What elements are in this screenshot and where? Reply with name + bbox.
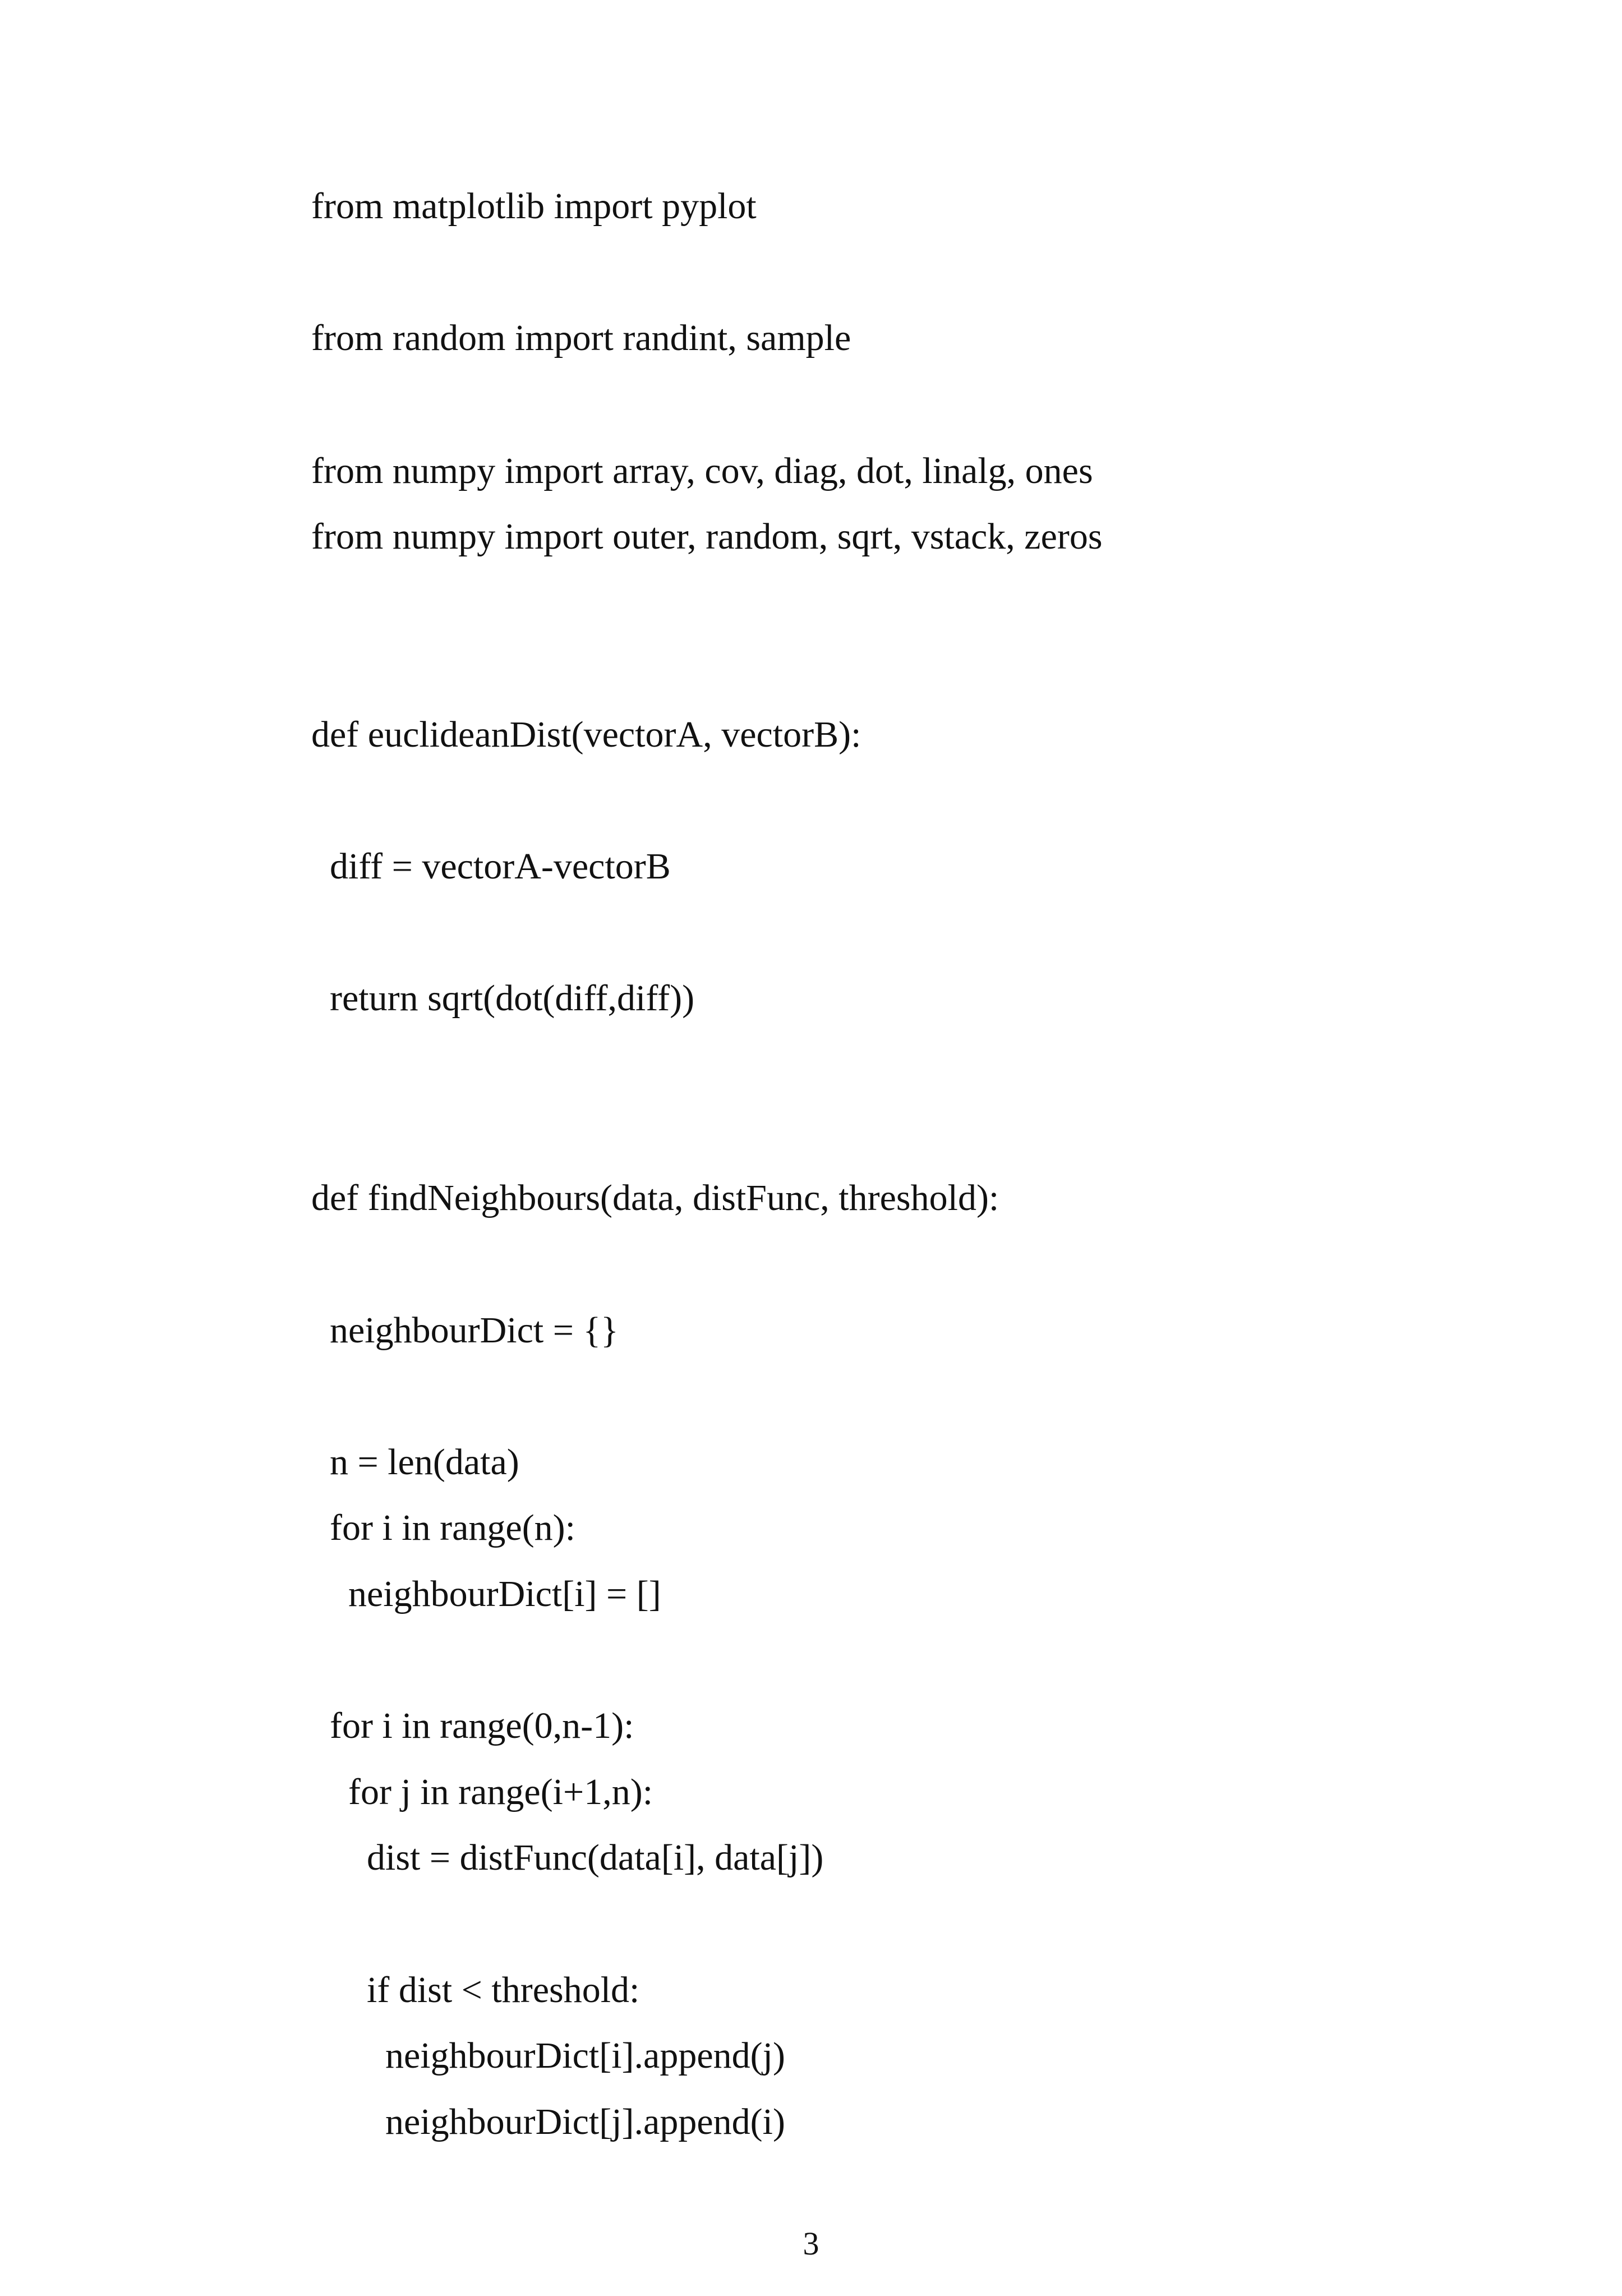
page-number: 3: [803, 2225, 819, 2262]
code-line: def euclideanDist(vectorA, vectorB):: [311, 714, 861, 755]
code-line: if dist < threshold:: [367, 1970, 640, 2010]
code-line: neighbourDict = {}: [330, 1310, 619, 1351]
code-line: neighbourDict[i].append(j): [385, 2035, 785, 2076]
code-line: def findNeighbours(data, distFunc, threshold):: [311, 1177, 999, 1218]
code-line: for j in range(i+1,n):: [348, 1772, 653, 1812]
code-line: return sqrt(dot(diff,diff)): [330, 978, 695, 1019]
code-line: dist = distFunc(data[i], data[j]): [367, 1837, 824, 1878]
code-line: for i in range(0,n-1):: [330, 1705, 634, 1746]
code-line: neighbourDict[j].append(i): [385, 2101, 785, 2142]
code-line: from numpy import outer, random, sqrt, vstack, zeros: [311, 516, 1103, 557]
code-line: from random import randint, sample: [311, 318, 851, 358]
code-line: from numpy import array, cov, diag, dot, linalg, ones: [311, 450, 1093, 491]
code-line: n = len(data): [330, 1442, 519, 1483]
code-line: diff = vectorA-vectorB: [330, 846, 671, 887]
code-line: for i in range(n):: [330, 1507, 575, 1548]
code-line: from matplotlib import pyplot: [311, 186, 757, 227]
code-line: neighbourDict[i] = []: [348, 1573, 661, 1614]
